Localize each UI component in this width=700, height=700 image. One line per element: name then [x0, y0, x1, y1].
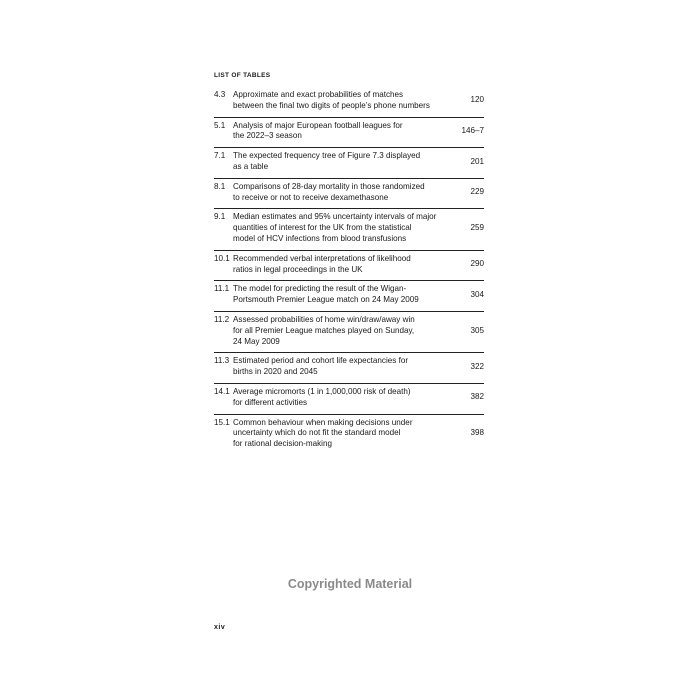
- table-title: Comparisons of 28-day mortality in those randomized to receive or not to receive dexamethasone: [233, 181, 425, 202]
- list-item: [214, 148, 484, 179]
- page-reference: 201: [470, 156, 484, 166]
- page-reference: 305: [470, 325, 484, 335]
- copyright-watermark: Copyrighted Material: [287, 577, 413, 591]
- page-reference: 290: [470, 259, 484, 269]
- page-reference: 120: [470, 95, 484, 105]
- table-title: Average micromorts (1 in 1,000,000 risk of death) for different activities: [233, 386, 411, 407]
- list-item: [214, 281, 484, 312]
- table-title: The model for predicting the result of the Wigan- Portsmouth Premier League match on 24 May 2009: [233, 284, 419, 305]
- table-title: Estimated period and cohort life expectancies for births in 2020 and 2045: [233, 356, 409, 377]
- table-number: 10.1: [214, 253, 230, 263]
- page-reference: 304: [470, 289, 484, 299]
- list-item: [214, 209, 484, 250]
- table-title: Common behaviour when making decisions under uncertainty which do not fit the standard model for rational decision-making: [233, 417, 413, 449]
- list-item: [214, 179, 484, 210]
- table-number: 11.3: [214, 356, 230, 366]
- table-number: 14.1: [214, 386, 230, 396]
- table-number: 11.1: [214, 284, 230, 294]
- table-number: 11.2: [214, 314, 230, 324]
- section-heading: LIST OF TABLES: [214, 72, 271, 79]
- table-title: The expected frequency tree of Figure 7.3 displayed as a table: [233, 151, 421, 171]
- page-reference: 259: [470, 223, 484, 233]
- table-title: Assessed probabilities of home win/draw/away win for all Premier League matches played on Sunday, 24 May 2009: [233, 314, 415, 346]
- table-number: 7.1: [214, 151, 226, 161]
- table-title: Approximate and exact probabilities of matches between the final two digits of people’s phone numbers: [233, 90, 430, 110]
- table-title: Median estimates and 95% uncertainty intervals of major quantities of interest for the UK from the statistical model of HCV infections from blood transfusions: [233, 212, 437, 243]
- list-item: [214, 384, 484, 415]
- table-number: 8.1: [214, 181, 226, 191]
- table-number: 15.1: [214, 417, 230, 427]
- list-item: [214, 353, 484, 384]
- list-item: [214, 312, 484, 353]
- list-item: [214, 118, 484, 149]
- page-reference: 146–7: [461, 125, 484, 135]
- table-title: Recommended verbal interpretations of likelihood ratios in legal proceedings in the UK: [233, 253, 411, 274]
- list-of-tables: [214, 72, 484, 455]
- list-item: [214, 415, 484, 455]
- page-reference: 229: [470, 187, 484, 197]
- page-reference: 322: [470, 361, 484, 371]
- table-number: 4.3: [214, 90, 226, 99]
- table-number: 9.1: [214, 212, 226, 222]
- page-reference: 382: [470, 392, 484, 402]
- page-reference: 398: [470, 428, 484, 438]
- table-list: [214, 89, 484, 455]
- page-number: xiv: [214, 624, 226, 631]
- list-item: [214, 251, 484, 282]
- table-title: Analysis of major European football leagues for the 2022–3 season: [233, 120, 403, 141]
- list-item: [214, 89, 484, 118]
- table-number: 5.1: [214, 120, 226, 130]
